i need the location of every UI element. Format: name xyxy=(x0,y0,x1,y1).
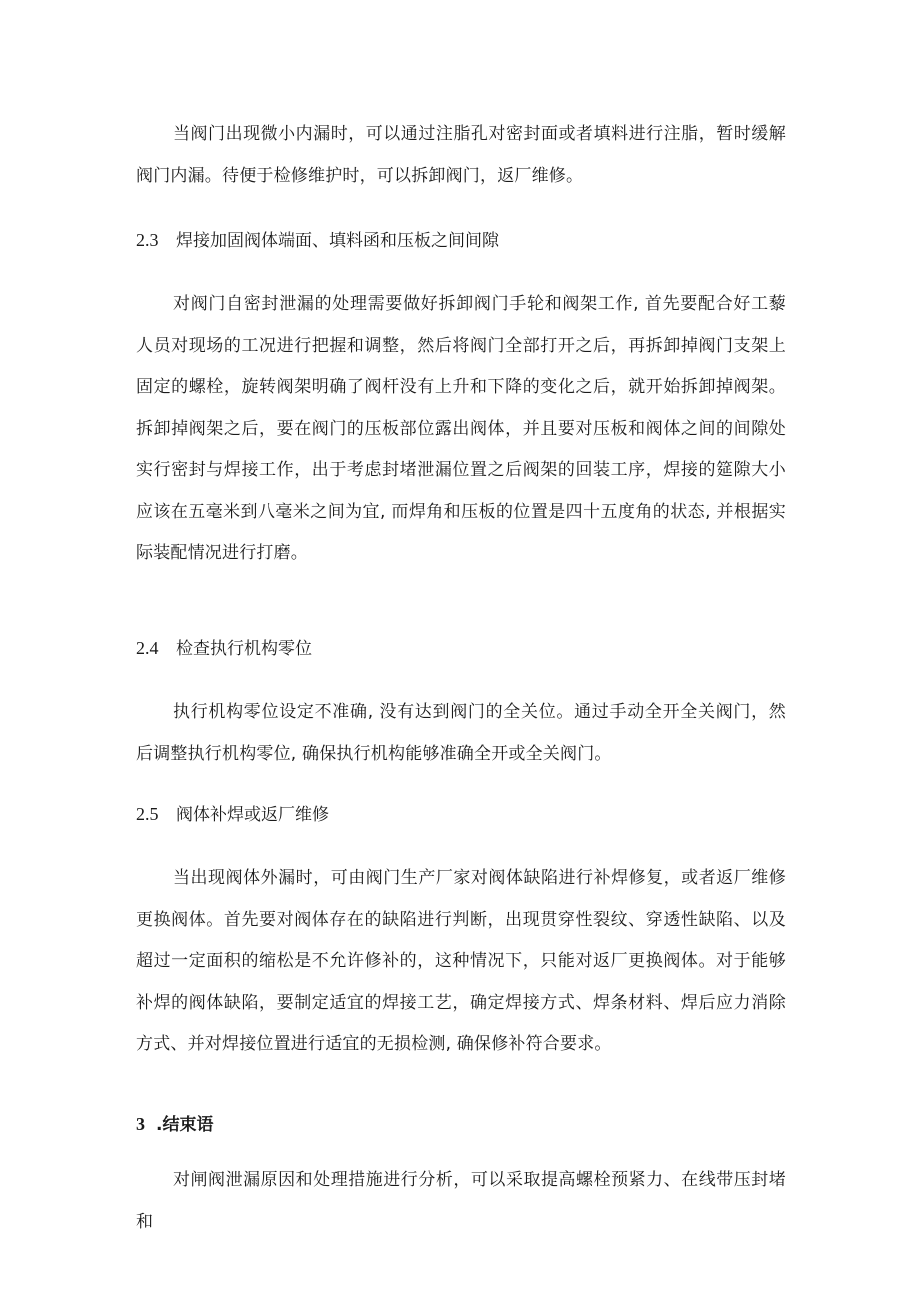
section-heading-3 xyxy=(136,1112,786,1137)
paragraph-internal-leak: 当阀门出现微小内漏时，可以通过注脂孔对密封面或者填料进行注脂，暂时缓解阀门内漏。待便于检修维护时，可以拆卸阀门，返厂维修。 xyxy=(136,124,786,186)
section-title: .结束语 xyxy=(156,1115,214,1135)
section-title: 阀体补焊或返厂维修 xyxy=(176,805,329,825)
section-title: 检查执行机构零位 xyxy=(176,639,312,659)
section-heading-2-3 xyxy=(136,228,786,253)
section-number: 3 xyxy=(136,1114,145,1134)
section-number: 2.5 xyxy=(136,804,159,824)
section-number: 2.4 xyxy=(136,638,159,658)
section-heading-2-4 xyxy=(136,636,786,661)
paragraph-body-repair: 当出现阀体外漏时，可由阀门生产厂家对阀体缺陷进行补焊修复，或者返厂维修更换阀体。首先要对阀体存在的缺陷进行判断，出现贯穿性裂纹、穿透性缺陷、以及超过一定面积的缩松是不允许修补的，这种情况下，只能对返厂更换阀体。对于能够补焊的阀体缺陷，要制定适宜的焊接工艺，确定焊接方式、焊条材料、焊后应力消除方式、并对焊接位置进行适宜的无损检测, 确保修补符合要求。 xyxy=(136,868,786,1054)
paragraph-self-seal-leak: 对阀门自密封泄漏的处理需要做好拆卸阀门手轮和阀架工作, 首先要配合好工藜人员对现场的工况进行把握和调整，然后将阀门全部打开之后，再拆卸掉阀门支架上固定的螺栓，旋转阀架明确了阀杆没有上升和下降的变化之后，就开始拆卸掉阀架。拆卸掉阀架之后，要在阀门的压板部位露出阀体，并且要对压板和阀体之间的间隙处实行密封与焊接工作，出于考虑封堵泄漏位置之后阀架的回装工序，焊接的筵隙大小应该在五毫米到八毫米之间为宜, 而焊角和压板的位置是四十五度角的状态, 并根据实际装配情况进行打磨。 xyxy=(136,294,786,563)
paragraph-actuator-zero: 执行机构零位设定不准确, 没有达到阀门的全关位。通过手动全开全关阀门，然后调整执行机构零位, 确保执行机构能够准确全开或全关阀门。 xyxy=(136,702,786,764)
section-heading-2-5 xyxy=(136,802,786,827)
section-number: 2.3 xyxy=(136,230,159,250)
section-title: 焊接加固阀体端面、填料函和压板之间间隙 xyxy=(176,231,499,251)
paragraph-conclusion: 对闸阀泄漏原因和处理措施进行分析，可以采取提高螺栓预紧力、在线带压封堵和 xyxy=(136,1170,786,1232)
